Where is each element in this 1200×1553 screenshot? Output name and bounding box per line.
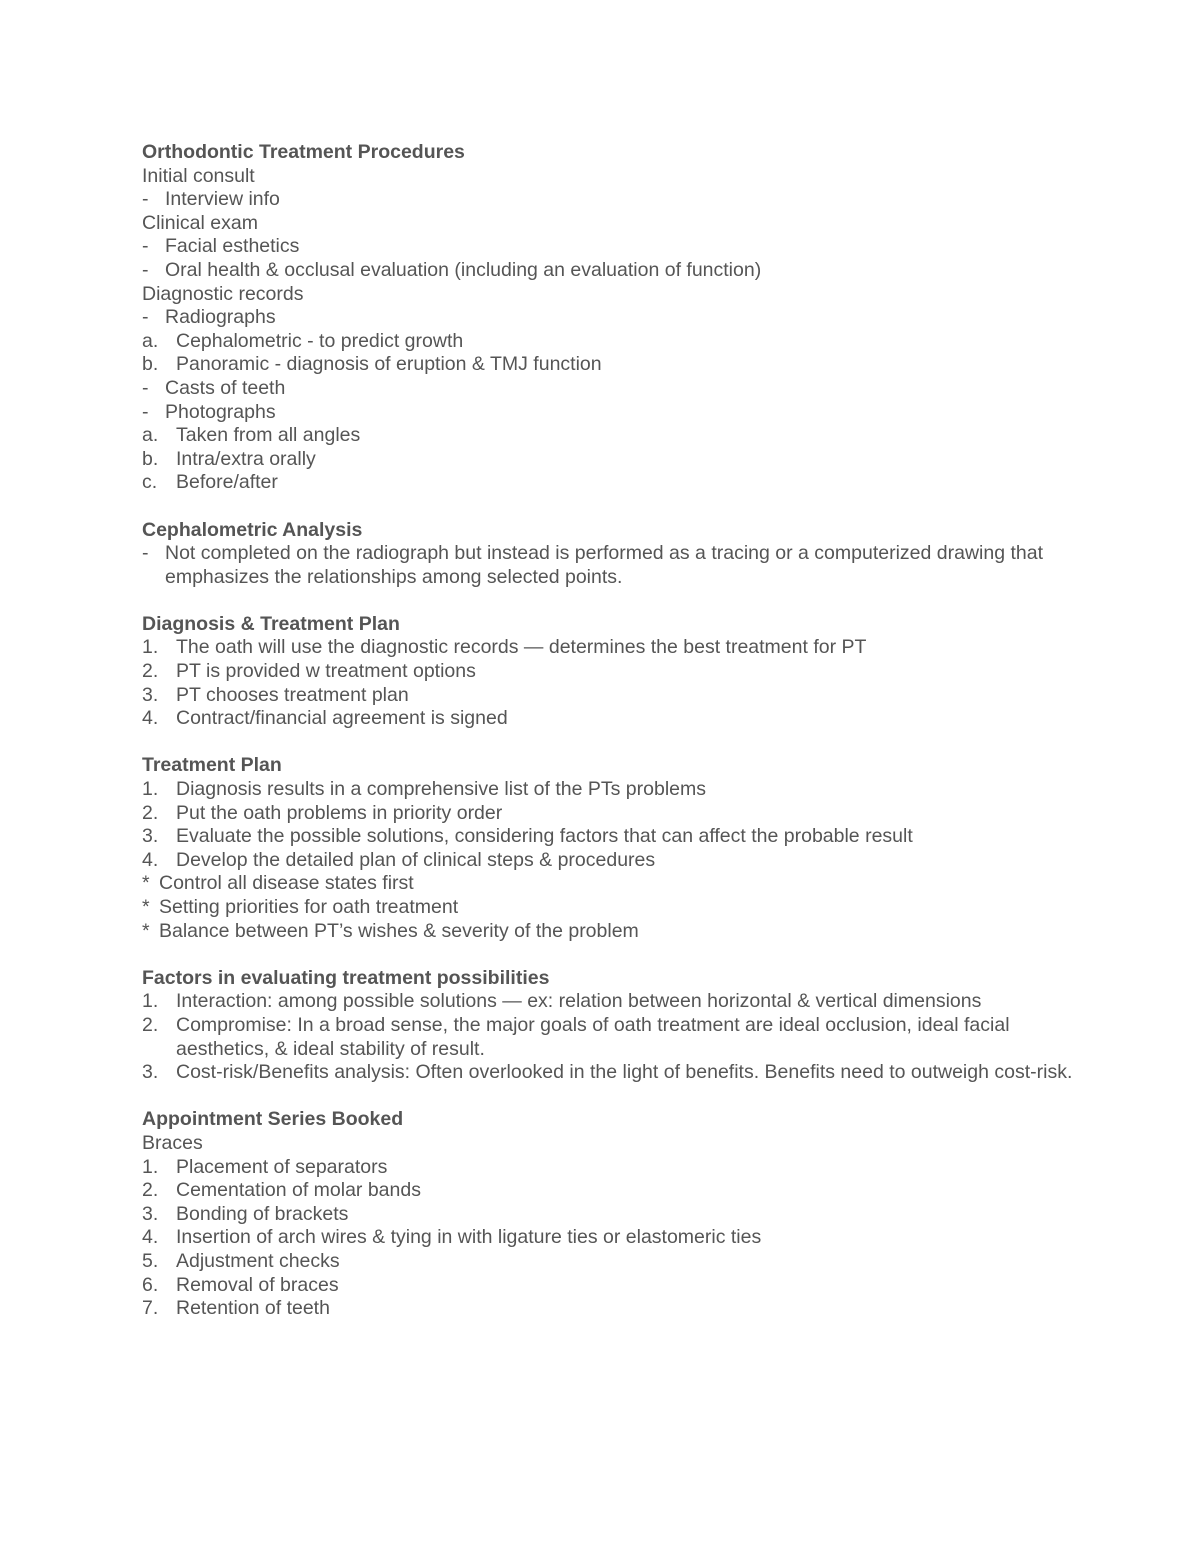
list-item <box>142 802 1092 826</box>
list-item <box>142 330 1092 354</box>
list-item <box>142 1156 1092 1180</box>
section-spacer <box>142 495 1092 519</box>
list-item <box>142 235 1092 259</box>
section <box>142 1108 1092 1320</box>
list-marker: b. <box>142 447 159 470</box>
list-item-text: Diagnosis results in a comprehensive list of the PTs problems <box>176 778 706 801</box>
list-marker: - <box>142 376 149 399</box>
section-spacer <box>142 731 1092 755</box>
section-spacer <box>142 1085 1092 1109</box>
section-spacer <box>142 589 1092 613</box>
list-item <box>142 306 1092 330</box>
section-spacer <box>142 943 1092 967</box>
line-text: Clinical exam <box>142 211 258 234</box>
list-item <box>142 1061 1092 1085</box>
list-item-text: The oath will use the diagnostic records — determines the best treatment for PT <box>176 636 867 659</box>
list-item-text: Compromise: In a broad sense, the major goals of oath treatment are ideal occlusion, ideal facial aesthetics, & ideal stability of result. <box>176 1013 1010 1060</box>
list-marker: 1. <box>142 990 159 1013</box>
list-marker: 2. <box>142 801 159 824</box>
list-item-text: Panoramic - diagnosis of eruption & TMJ function <box>176 353 602 376</box>
list-item-text: Taken from all angles <box>176 424 361 447</box>
section <box>142 754 1092 943</box>
list-item <box>142 778 1092 802</box>
list-marker: 1. <box>142 778 159 801</box>
list-item-text: Interaction: among possible solutions — ex: relation between horizontal & vertical dimensions <box>176 990 982 1013</box>
list-item-text: Put the oath problems in priority order <box>176 801 503 824</box>
section <box>142 141 1092 495</box>
list-item <box>142 660 1092 684</box>
list-marker: 7. <box>142 1297 159 1320</box>
list-item-text: Intra/extra orally <box>176 447 316 470</box>
list-marker: 3. <box>142 1061 159 1084</box>
section-heading: Orthodontic Treatment Procedures <box>142 141 465 163</box>
list-item <box>142 1179 1092 1203</box>
subheading-line <box>142 212 1092 236</box>
list-marker: - <box>142 306 149 329</box>
list-marker: * <box>142 896 150 918</box>
list-marker: 2. <box>142 1013 159 1036</box>
list-marker: * <box>142 872 150 895</box>
list-item-text: Retention of teeth <box>176 1297 330 1320</box>
list-item-text: Cephalometric - to predict growth <box>176 329 464 352</box>
list-item-text: Adjustment checks <box>176 1249 340 1272</box>
list-marker: 2. <box>142 660 159 683</box>
list-marker: - <box>142 258 149 281</box>
list-marker: - <box>142 235 149 258</box>
list-item <box>142 448 1092 472</box>
list-item-text: Placement of separators <box>176 1155 388 1178</box>
list-item <box>142 259 1092 283</box>
list-item-text: Setting priorities for oath treatment <box>159 896 459 918</box>
list-item <box>142 471 1092 495</box>
list-item <box>142 542 1092 589</box>
list-marker: 5. <box>142 1249 159 1272</box>
list-item-text: Radiographs <box>165 306 276 329</box>
list-item <box>142 1274 1092 1298</box>
list-item <box>142 353 1092 377</box>
list-item <box>142 990 1092 1014</box>
section-heading: Factors in evaluating treatment possibilities <box>142 966 550 989</box>
section-heading: Appointment Series Booked <box>142 1108 404 1131</box>
subheading-line <box>142 283 1092 307</box>
list-marker: 3. <box>142 825 159 848</box>
list-marker: 3. <box>142 1202 159 1225</box>
list-item <box>142 920 1092 944</box>
list-marker: - <box>142 400 149 423</box>
list-marker: - <box>142 542 149 565</box>
list-item <box>142 1226 1092 1250</box>
list-item <box>142 684 1092 708</box>
section-heading: Treatment Plan <box>142 754 282 777</box>
list-item <box>142 636 1092 660</box>
list-item-text: Before/after <box>176 471 278 494</box>
list-marker: - <box>142 188 149 211</box>
list-marker: * <box>142 919 150 942</box>
list-item-text: Balance between PT’s wishes & severity of the problem <box>159 919 639 942</box>
list-item-text: Evaluate the possible solutions, considering factors that can affect the probable result <box>176 825 913 848</box>
list-item <box>142 1250 1092 1274</box>
line-text: Initial consult <box>142 164 255 187</box>
list-item-text: Casts of teeth <box>165 376 286 399</box>
section-heading: Diagnosis & Treatment Plan <box>142 612 400 635</box>
list-item <box>142 1203 1092 1227</box>
list-item-text: Facial esthetics <box>165 235 300 258</box>
subheading-line <box>142 165 1092 189</box>
list-item-text: Interview info <box>165 188 280 211</box>
section-heading: Cephalometric Analysis <box>142 518 363 541</box>
list-item-text: PT is provided w treatment options <box>176 660 476 683</box>
list-marker: a. <box>142 424 159 447</box>
document-page <box>142 141 1092 1321</box>
list-item <box>142 825 1092 849</box>
list-marker: c. <box>142 471 158 494</box>
list-item-text: Not completed on the radiograph but instead is performed as a tracing or a computerized drawing that emphasizes the relationships among selected points. <box>165 542 1043 588</box>
list-item-text: Bonding of brackets <box>176 1202 349 1225</box>
list-item-text: Develop the detailed plan of clinical steps & procedures <box>176 848 656 871</box>
list-marker: a. <box>142 329 159 352</box>
list-marker: 6. <box>142 1273 159 1296</box>
list-item-text: Contract/financial agreement is signed <box>176 707 508 730</box>
list-marker: 3. <box>142 683 159 706</box>
line-text: Braces <box>142 1131 203 1154</box>
list-marker: 1. <box>142 636 159 659</box>
section <box>142 519 1092 590</box>
list-marker: 4. <box>142 848 159 871</box>
list-item-text: Photographs <box>165 400 276 423</box>
list-marker: 4. <box>142 1226 159 1249</box>
list-item <box>142 401 1092 425</box>
list-item <box>142 424 1092 448</box>
section <box>142 613 1092 731</box>
section <box>142 967 1092 1085</box>
list-item <box>142 377 1092 401</box>
list-item <box>142 1297 1092 1321</box>
list-item <box>142 896 1092 920</box>
list-item <box>142 707 1092 731</box>
line-text: Diagnostic records <box>142 282 304 305</box>
list-item-text: Oral health & occlusal evaluation (including an evaluation of function) <box>165 258 762 281</box>
list-item-text: Cementation of molar bands <box>176 1179 421 1202</box>
list-item <box>142 188 1092 212</box>
list-marker: 4. <box>142 707 159 730</box>
list-item <box>142 872 1092 896</box>
list-item-text: Removal of braces <box>176 1273 339 1296</box>
list-item-text: Control all disease states first <box>159 872 414 895</box>
list-marker: 2. <box>142 1179 159 1202</box>
list-marker: b. <box>142 353 159 376</box>
list-item-text: Insertion of arch wires & tying in with ligature ties or elastomeric ties <box>176 1226 762 1249</box>
list-item-text: PT chooses treatment plan <box>176 683 409 706</box>
list-item <box>142 1014 1092 1061</box>
list-item-text: Cost-risk/Benefits analysis: Often overlooked in the light of benefits. Benefits need to outweigh cost-risk. <box>176 1061 1073 1084</box>
list-marker: 1. <box>142 1155 159 1178</box>
list-item <box>142 849 1092 873</box>
subheading-line <box>142 1132 1092 1156</box>
